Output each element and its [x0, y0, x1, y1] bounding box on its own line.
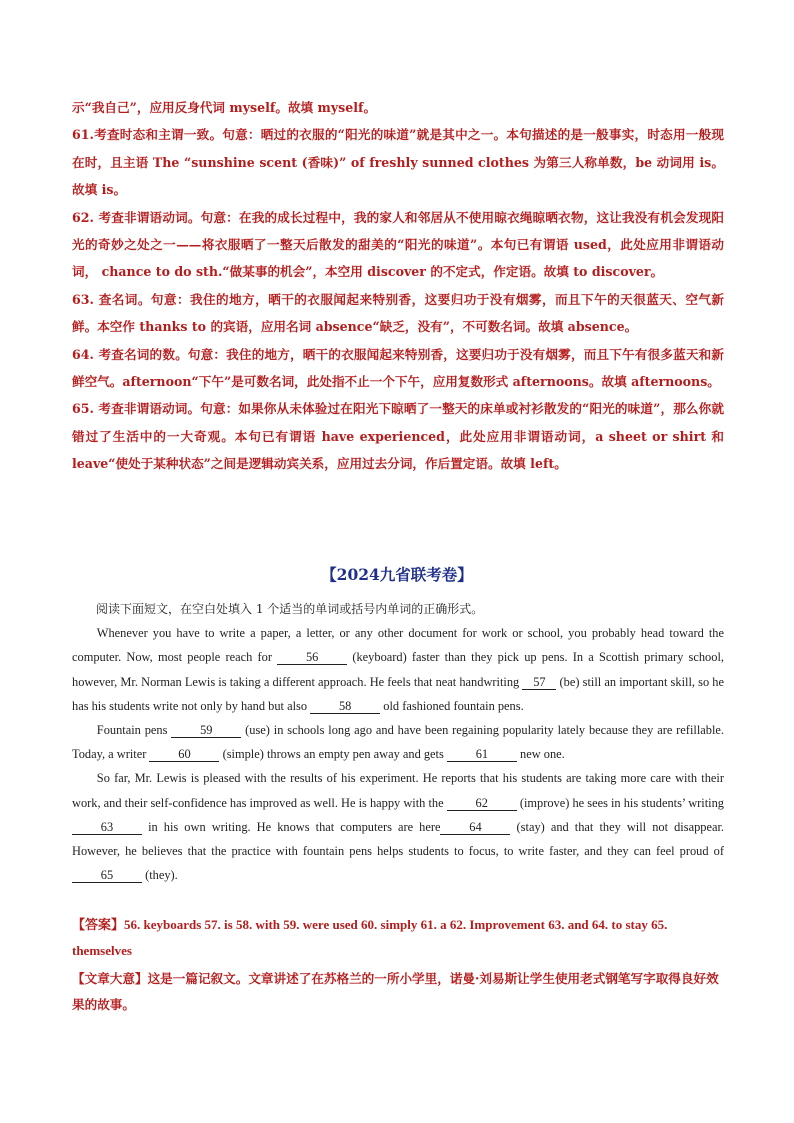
cloze-passage: [72, 597, 724, 887]
blank-65: 65: [72, 868, 142, 883]
answer-key: 【答案】56. keyboards 57. is 58. with 59. were used 60. simply 61. a 62. Improvement 63. and 64. to stay 65. themselves: [72, 917, 668, 958]
passage-text: (stay) and that they will not disappear. However, he believes that the practice with fountain pens helps students to focus, to write faster, and they can feel proud of: [72, 819, 724, 859]
passage-text: in his own writing. He knows that computers are here: [142, 819, 441, 834]
blank-58: 58: [310, 699, 380, 714]
passage-text: Fountain pens: [96, 723, 172, 738]
blank-60: 60: [149, 747, 219, 762]
answers-block: [72, 912, 724, 1018]
passage-text: old fashioned fountain pens.: [380, 698, 524, 713]
passage-text: (simple) throws an empty pen away and gets: [219, 747, 447, 762]
blank-59: 59: [171, 723, 241, 738]
explanation-60-tail: 示“我自己”，应用反身代词 myself。故填 myself。: [72, 100, 377, 115]
blank-64: 64: [440, 820, 510, 835]
answer-explanations: [72, 94, 724, 478]
blank-61: 61: [447, 747, 517, 762]
passage-paragraph-2: [72, 718, 724, 766]
passage-paragraph-3: [72, 766, 724, 887]
passage-text: (they).: [142, 868, 178, 883]
passage-paragraph-1: [72, 621, 724, 718]
explanation-63: 63. 查名词。句意：我住的地方，晒干的衣服闻起来特别香，这要归功于没有烟雾，而且下午的天很蓝天、空气新鲜。本空作 thanks to 的宾语，应用名词 absence“缺乏，没有”，不可数名词。故填 absence。: [72, 291, 724, 335]
blank-57: 57: [522, 675, 556, 690]
blank-62: 62: [447, 796, 517, 811]
explanation-65: 65. 考查非谓语动词。句意：如果你从未体验过在阳光下晾晒了一整天的床单或衬衫散发的“阳光的味道”，那么你就错过了生活中的一大奇观。本句已有谓语 have experienced，此处应用非谓语动词，a sheet or shirt 和 leave“使处于某种状态”之间是逻辑动宾关系，应用过去分词，作后置定语。故填 left。: [72, 401, 724, 472]
explanation-62: 62. 考查非谓语动词。句意：在我的成长过程中，我的家人和邻居从不使用晾衣绳晾晒衣物，这让我没有机会发现阳光的奇妙之处之一——将衣服晒了一整天后散发的甜美的“阳光的味道”。本句已有谓语 used，此处应用非谓语动词， chance to do sth.“做某事的机会”，本空用 discover 的不定式，作定语。故填 to discover。: [72, 209, 724, 280]
passage-text: (be) still an important skill, so he has his students write not only by hand but also: [72, 674, 724, 713]
explanation-61: 61.考查时态和主谓一致。句意：晒过的衣服的“阳光的味道”就是其中之一。本句描述的是一般事实，时态用一般现在时，且主语 The “sunshine scent (香味)” of freshly sunned clothes 为第三人称单数，be 动词用 is。故填 is。: [72, 127, 724, 198]
passage-text: So far, Mr. Lewis is pleased with the results of his experiment. He reports that his students are taking more care with their work, and their self-confidence has improved as well. He is happy with the: [72, 771, 724, 810]
passage-instruction: 阅读下面短文，在空白处填入 1 个适当的单词或括号内单词的正确形式。: [96, 602, 484, 616]
section-heading: 【2024九省联考卷】: [321, 565, 473, 584]
article-gist: 【文章大意】这是一篇记叙文。文章讲述了在苏格兰的一所小学里，诺曼·刘易斯让学生使用老式钢笔写字取得良好效果的故事。: [72, 971, 719, 1012]
passage-text: Whenever you have to write a paper, a letter, or any other document for work or school, you probably head toward the computer. Now, most people reach for: [72, 626, 724, 665]
passage-text: (use) in schools long ago and have been regaining popularity lately because they are refillable. Today, a writer: [72, 723, 724, 762]
explanation-64: 64. 考查名词的数。句意：我住的地方，晒干的衣服闻起来特别香，这要归功于没有烟雾，而且下午有很多蓝天和新鲜空气。afternoon“下午”是可数名词，此处指不止一个下午，应用复数形式 afternoons。故填 afternoons。: [72, 346, 724, 390]
passage-text: (improve) he sees in his students’ writing: [516, 795, 724, 810]
blank-56: 56: [277, 650, 347, 665]
passage-text: (keyboard) faster than they pick up pens. In a Scottish primary school, however, Mr. Norman Lewis is taking a different approach. He feels that neat handwriting: [72, 650, 724, 689]
passage-text: new one.: [516, 747, 565, 762]
blank-63: 63: [72, 820, 142, 835]
